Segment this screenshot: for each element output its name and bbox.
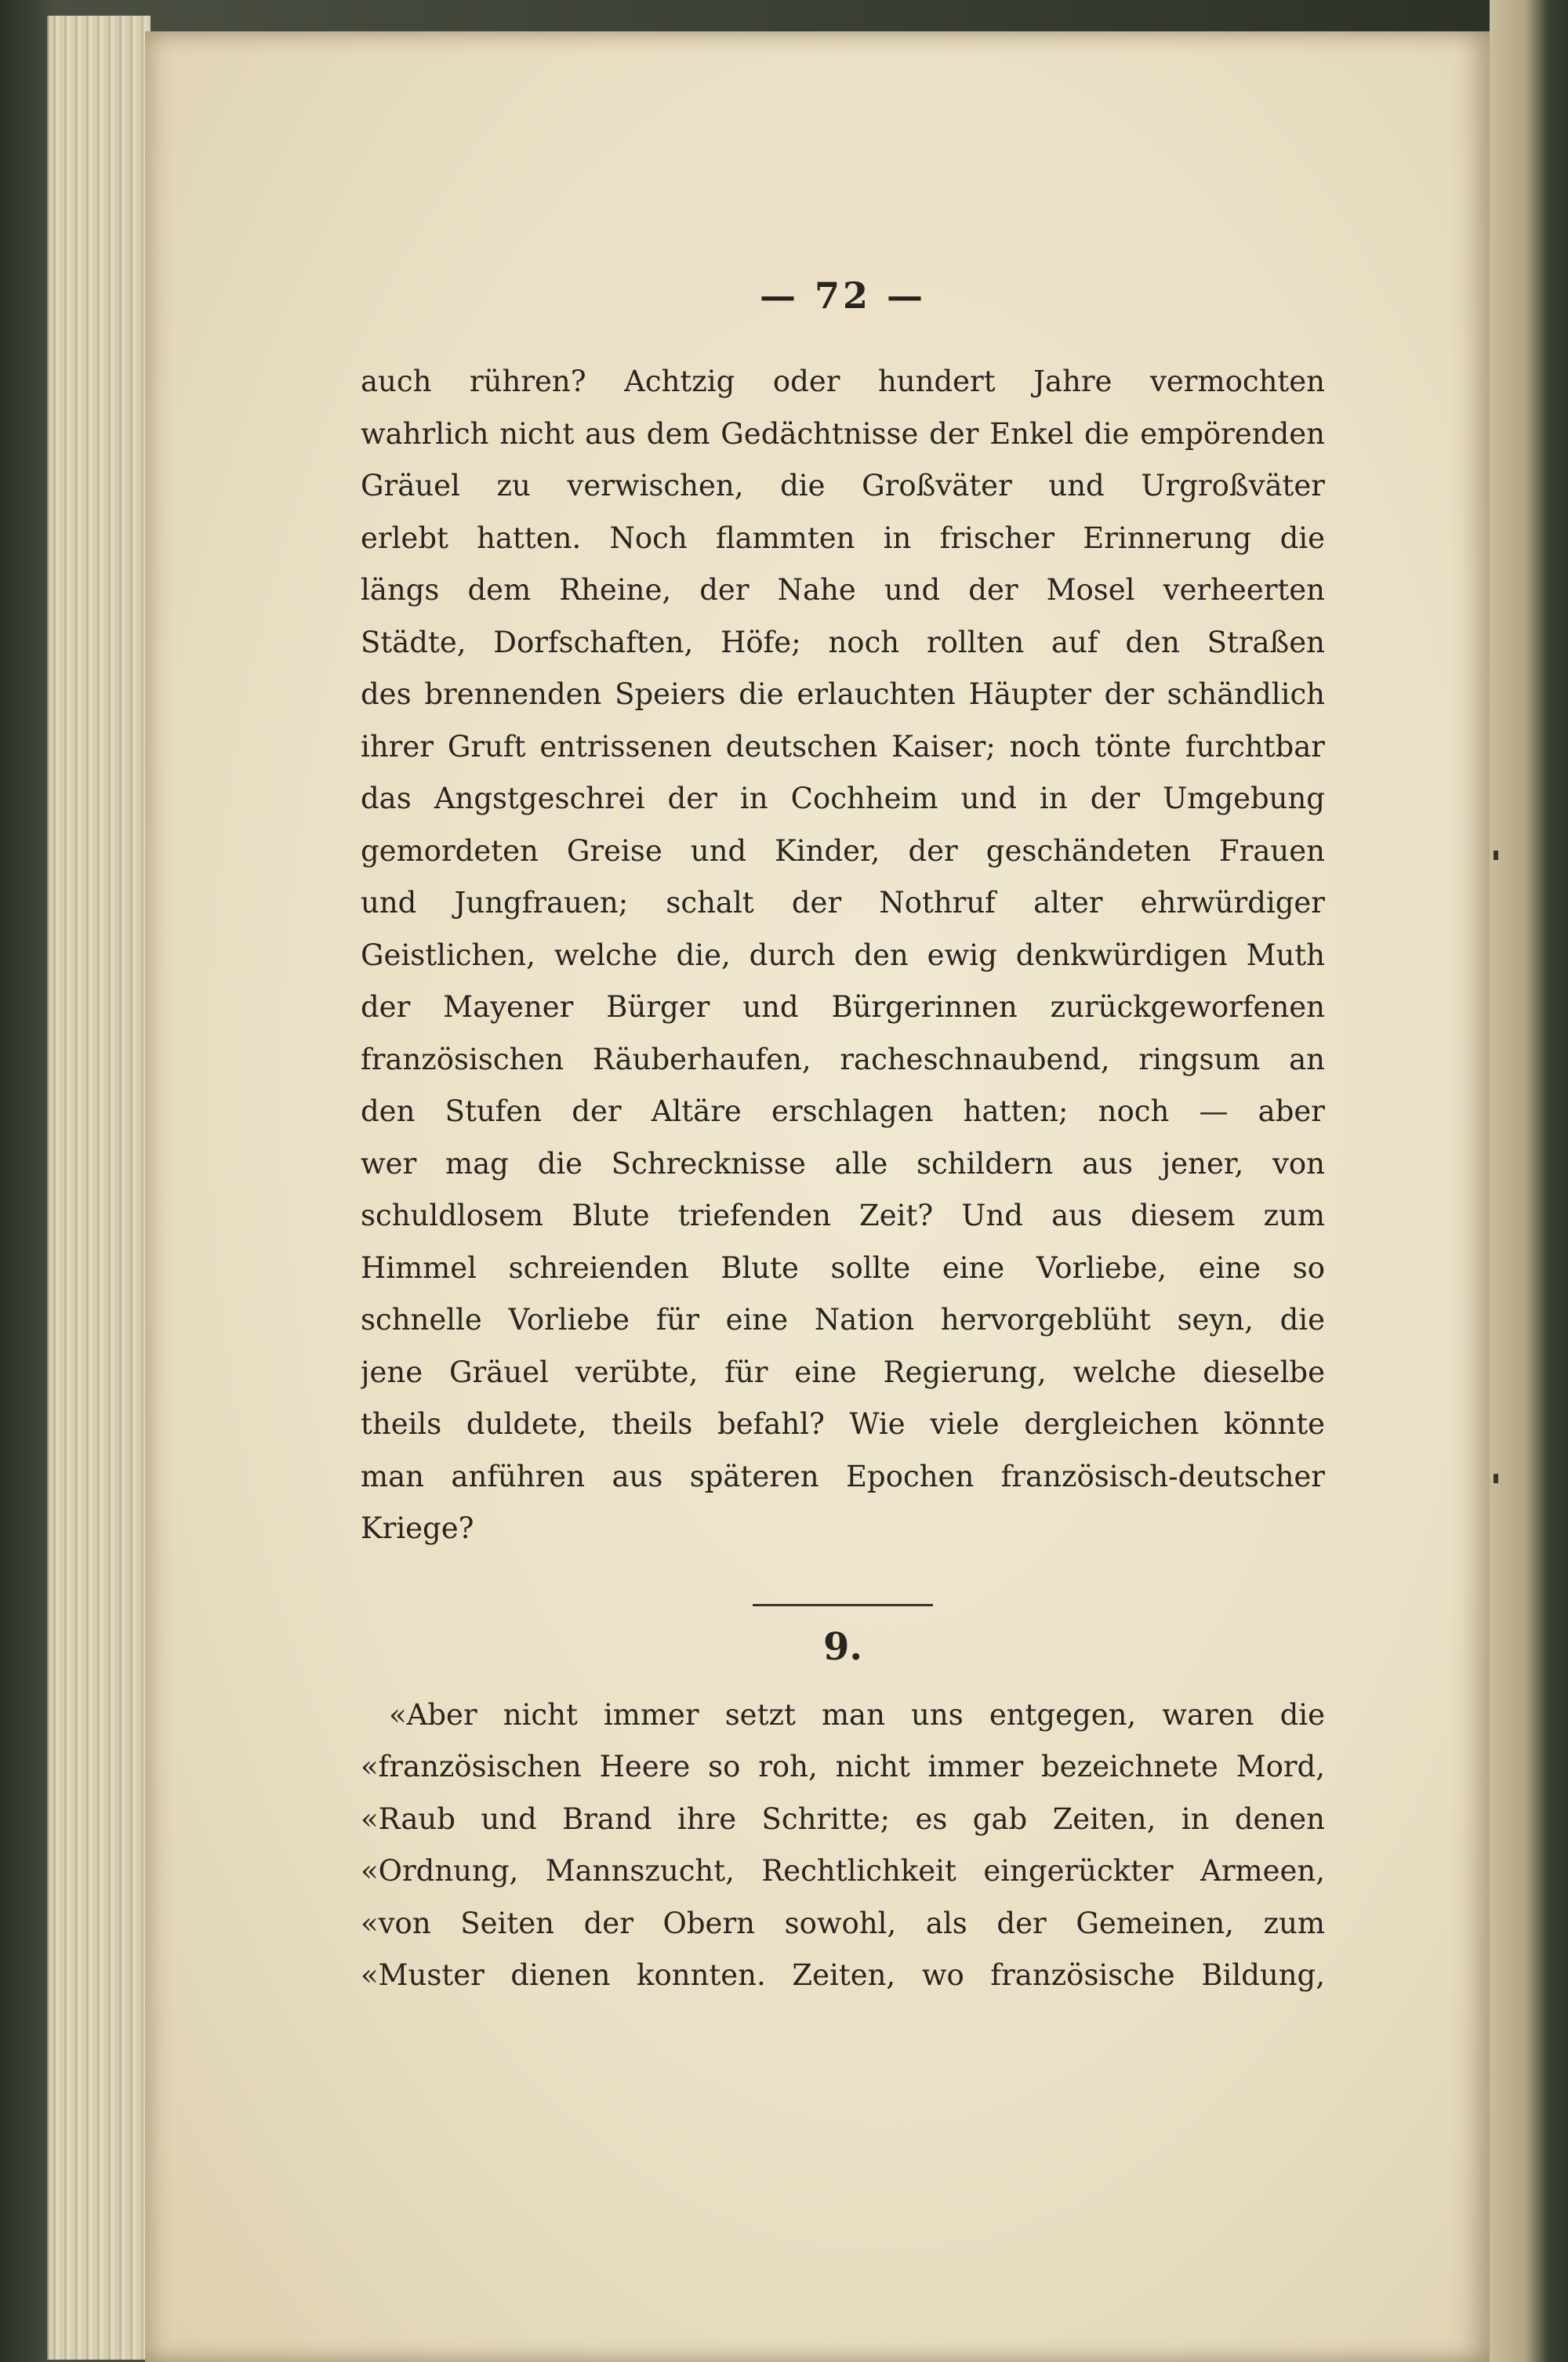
text-line: auch rühren? Achtzig oder hundert Jahre vermochten — [361, 365, 1325, 398]
text-line: der Mayener Bürger und Bürgerinnen zurückgeworfenen — [361, 990, 1325, 1024]
text-line: theils duldete, theils befahl? Wie viele dergleichen könnte — [361, 1407, 1325, 1441]
text-line: den Stufen der Altäre erschlagen hatten; noch — aber — [361, 1094, 1325, 1128]
quote-line: «Aber nicht immer setzt man uns entgegen, waren die — [389, 1697, 1325, 1732]
text-line: gemordeten Greise und Kinder, der geschändeten Frauen — [361, 833, 1325, 868]
text-line: ihrer Gruft entrissenen deutschen Kaiser; noch tönte furchtbar — [361, 729, 1325, 764]
margin-mark — [1494, 1474, 1498, 1483]
text-line: schuldlosem Blute triefenden Zeit? Und aus diesem zum — [361, 1199, 1325, 1232]
page-text — [361, 274, 1325, 2002]
text-line: Kriege? — [361, 1511, 474, 1545]
page-edges — [47, 16, 151, 2360]
text-line: Himmel schreienden Blute sollte eine Vorliebe, eine so — [361, 1250, 1325, 1285]
text-line: des brennenden Speiers die erlauchten Häupter der schändlich — [361, 677, 1325, 711]
text-line: und Jungfrauen; schalt der Nothruf alter ehrwürdiger — [361, 886, 1325, 920]
quote-line: «von Seiten der Obern sowohl, als der Gemeinen, zum — [361, 1906, 1325, 1940]
quote-paragraph — [361, 1689, 1325, 2002]
text-line: schnelle Vorliebe für eine Nation hervorgeblüht seyn, die — [361, 1303, 1325, 1337]
quote-line: «Ordnung, Mannszucht, Rechtlichkeit eingerückter Armeen, — [361, 1854, 1325, 1888]
text-line: Städte, Dorfschaften, Höfe; noch rollten auf den Straßen — [361, 625, 1325, 659]
text-line: längs dem Rheine, der Nahe und der Mosel verheerten — [361, 573, 1325, 607]
text-line: wahrlich nicht aus dem Gedächtnisse der Enkel die empörenden — [361, 416, 1325, 451]
paragraph — [361, 356, 1325, 1555]
text-line: erlebt hatten. Noch flammten in frischer Erinnerung die — [361, 521, 1325, 555]
text-line: jene Gräuel verübte, für eine Regierung, welche dieselbe — [361, 1355, 1325, 1389]
section-number: 9. — [822, 1624, 863, 1669]
facing-page-edge — [1490, 0, 1568, 2362]
page-number: — 72 — — [759, 274, 927, 317]
section-divider — [753, 1604, 933, 1606]
text-line: Gräuel zu verwischen, die Großväter und Urgroßväter — [361, 469, 1325, 503]
quote-line: «französischen Heere so roh, nicht immer bezeichnete Mord, — [361, 1750, 1325, 1783]
quote-line: «Muster dienen konnten. Zeiten, wo französische Bildung, — [361, 1958, 1325, 1992]
margin-mark — [1494, 851, 1498, 860]
text-line: das Angstgeschrei der in Cochheim und in der Umgebung — [361, 782, 1325, 815]
quote-line: «Raub und Brand ihre Schritte; es gab Zeiten, in denen — [361, 1801, 1325, 1836]
text-line: französischen Räuberhaufen, racheschnaubend, ringsum an — [361, 1042, 1325, 1076]
text-line: wer mag die Schrecknisse alle schildern aus jener, von — [361, 1146, 1325, 1181]
text-line: Geistlichen, welche die, durch den ewig denkwürdigen Muth — [361, 938, 1325, 972]
text-line: man anführen aus späteren Epochen französisch-deutscher — [361, 1459, 1325, 1493]
